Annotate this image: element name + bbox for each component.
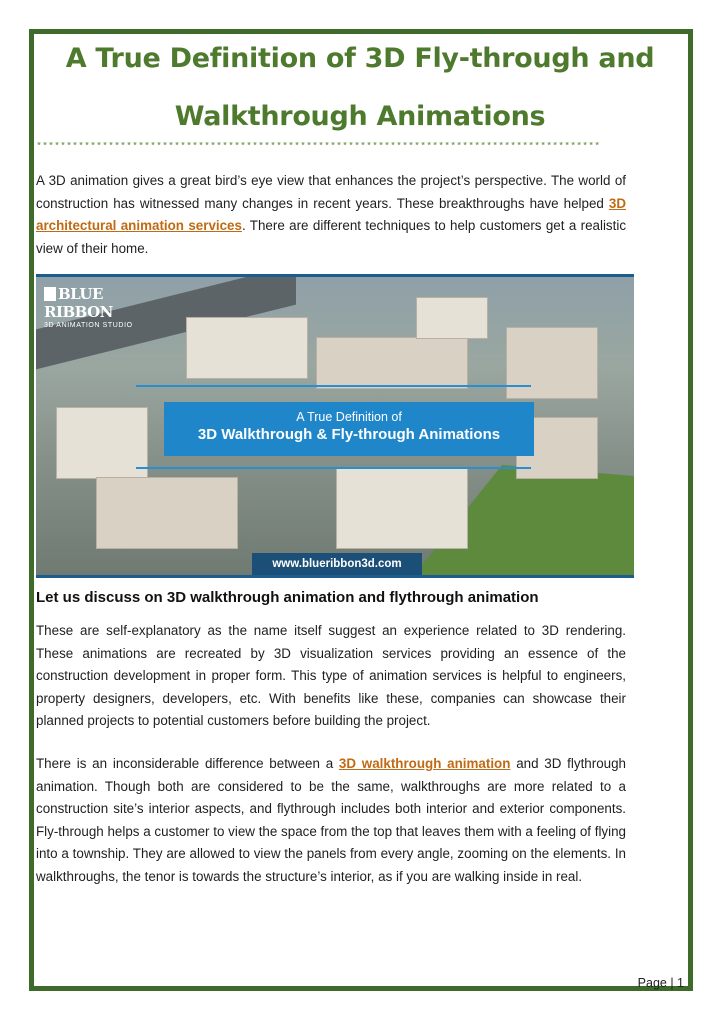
architectural-animation-link[interactable]: 3D architectural animation services <box>36 195 626 233</box>
page-number: Page | 1 <box>637 976 684 990</box>
hero-banner <box>164 402 534 456</box>
logo-name: BLUE RIBBON <box>44 285 113 321</box>
title-line-1: A True Definition of 3D Fly-through and <box>65 43 655 74</box>
company-logo <box>44 285 142 329</box>
body-paragraph-3 <box>36 753 626 888</box>
banner-line-2: 3D Walkthrough & Fly-through Animations <box>197 426 501 443</box>
walkthrough-animation-link[interactable]: 3D walkthrough animation <box>338 756 511 771</box>
logo-tagline: 3D ANIMATION STUDIO <box>44 322 133 329</box>
banner-line-1: A True Definition of <box>296 410 402 424</box>
star-divider: ********************************************************************************************** <box>36 142 601 153</box>
para3-text-before: There is an inconsiderable difference between a <box>36 756 339 771</box>
logo-icon <box>44 287 56 301</box>
body-paragraph-2: These are self-explanatory as the name itself suggest an experience related to 3D rendering. These animations are recreated by 3D visualization services providing an essence of the construction development in proper form. This type of animation services is helpful to engineers, property designers, developers, etc. With benefits like these, companies can showcase their planned projects to potential customers before building the project. <box>36 623 626 728</box>
hero-image <box>36 274 634 578</box>
intro-text-before: A 3D animation gives a great bird’s eye view that enhances the project’s perspective. The world of construction has witnessed many changes in recent years. These breakthroughs have helped <box>36 173 626 211</box>
website-url: www.blueribbon3d.com <box>252 553 422 575</box>
intro-text-after: . There are different techniques to help customers get a realistic view of their home. <box>36 218 627 256</box>
section-heading: Let us discuss on 3D walkthrough animation and flythrough animation <box>36 589 539 606</box>
document-title <box>0 30 720 146</box>
intro-paragraph <box>36 170 626 260</box>
title-line-2: Walkthrough Animations <box>174 101 546 132</box>
banner-rule-bottom <box>136 467 531 469</box>
para3-text-after: and 3D flythrough animation. Though both are considered to be the same, walkthroughs are more related to a construction site’s interior aspects, and flythrough includes both interior and exterior components. Fly-through helps a customer to view the space from the top that leaves them with a feeling of flying into a township. They are allowed to view the panels from every angle, zooming on the elements. In walkthroughs, the tenor is towards the structure’s interior, as if you are walking inside in real. <box>36 756 626 884</box>
banner-rule-top <box>136 385 531 387</box>
